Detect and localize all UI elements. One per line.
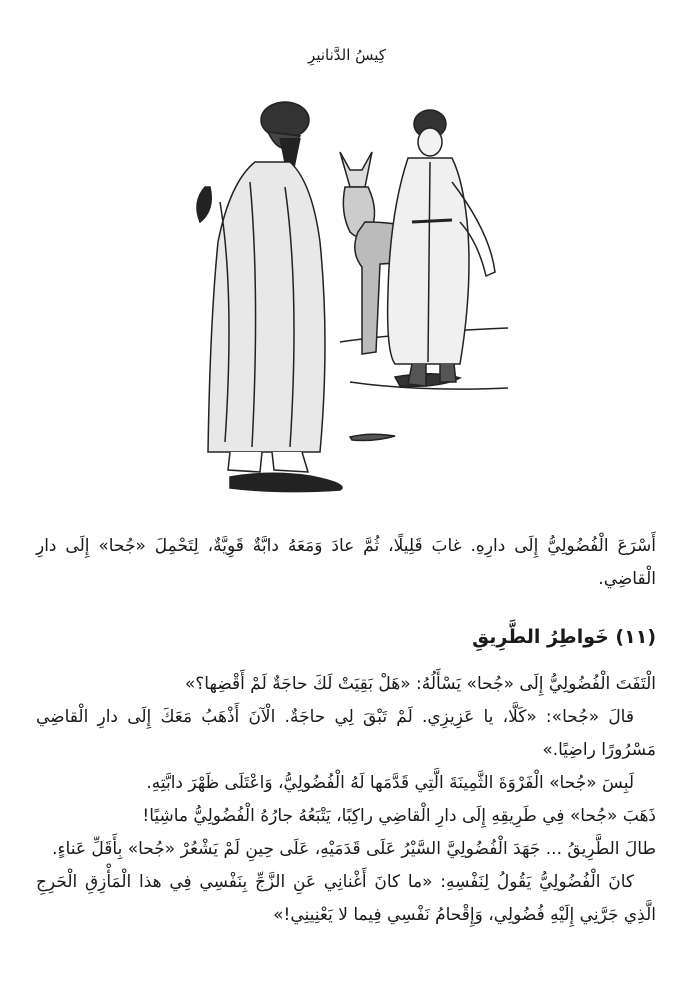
paragraph: ذَهَبَ «جُحا» فِي طَرِيقِهِ إِلَى دارِ الْقاضِي راكِبًا، يَتْبَعُهُ جارُهُ الْفُضُولِيُّ ماشِيًا! [142,806,656,826]
paragraph: طالَ الطَّرِيقُ ... جَهَدَ الْفُضُولِيَّ السَّيْرُ عَلَى قَدَمَيْهِ، عَلَى حِينِ لَمْ يَشْعُرْ «جُحا» بِأَقَلِّ عَناءٍ. [52,839,656,859]
paragraph: كانَ الْفُضُولِيُّ يَقُولُ لِنَفْسِهِ: «ما كانَ أَغْنانِي عَنِ الزَّجِّ بِنَفْسِي فِي هذا الْمَأْزِقِ الْحَرِجِ الَّذِي جَرَّنِي إِلَيْهِ فُضُولِي، وَإِقْحامُ نَفْسِي فِيما لا يَعْنِينِي!» [36,872,656,925]
page-header: كِيسُ الدَّنانيرِ [308,46,386,64]
paragraph: الْتَفَتَ الْفُضُولِيُّ إِلَى «جُحا» يَسْأَلُهُ: «هَلْ بَقِيَتْ لَكَ حاجَةٌ لَمْ أَقْضِها؟» [184,674,656,694]
paragraph: لَبِسَ «جُحا» الْفَرْوَةَ الثَّمِينَةَ الَّتِي قَدَّمَها لَهُ الْفُضُولِيُّ، وَاعْتَلَى ظَهْرَ دابَّتِهِ. [146,773,634,793]
chapter-title: (١١) خَواطِرُ الطَّرِيقِ [472,626,656,648]
opening-paragraph: أَسْرَعَ الْفُضُولِيُّ إِلَى دارِهِ. غابَ قَلِيلًا، ثُمَّ عادَ وَمَعَهُ دابَّةٌ قَوِيَّةٌ، لِتَحْمِلَ «جُحا» إِلَى دارِ الْقاضِي. [36,536,656,589]
paragraph: قالَ «جُحا»: «كَلَّا، يا عَزِيزِي. لَمْ تَبْقَ لِي حاجَةٌ. الْآنَ أَذْهَبُ مَعَكَ إِلَى دارِ الْقاضِي مَسْرُورًا راضِيًا.» [36,707,656,760]
chapter-body [36,668,656,932]
illustration-juha-and-man-with-donkey [190,92,510,496]
